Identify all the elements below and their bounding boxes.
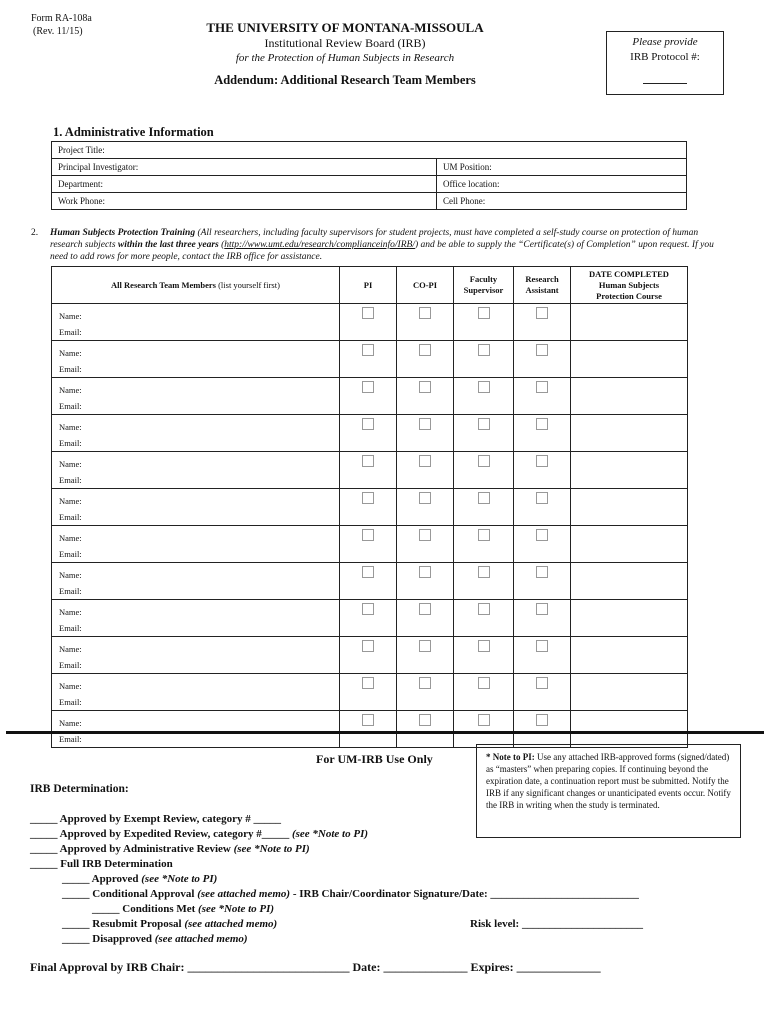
approved-line[interactable]: [62, 872, 217, 887]
checkbox-assistant[interactable]: [536, 492, 548, 504]
admin-review-line[interactable]: [30, 842, 310, 857]
table-row: [52, 415, 688, 452]
table-row: [52, 378, 688, 415]
conditions-met-text: _____ Conditions Met: [92, 903, 199, 915]
table-row: [52, 711, 688, 748]
section2-title: Human Subjects Protection Training: [50, 228, 196, 238]
checkbox-pi[interactable]: [362, 307, 374, 319]
role-cell-faculty: [454, 452, 514, 489]
checkbox-copi[interactable]: [419, 677, 431, 689]
role-cell-assistant: [514, 637, 571, 674]
role-cell-copi: [397, 378, 454, 415]
date-completed-cell[interactable]: [571, 341, 688, 378]
table-row: [52, 563, 688, 600]
member-name-email-cell[interactable]: [52, 674, 340, 711]
checkbox-copi[interactable]: [419, 640, 431, 652]
member-name-email-cell[interactable]: [52, 526, 340, 563]
role-cell-copi: [397, 415, 454, 452]
checkbox-copi[interactable]: [419, 566, 431, 578]
table-row: [52, 452, 688, 489]
name-label: Name:: [59, 607, 82, 617]
date-completed-cell[interactable]: [571, 304, 688, 341]
table-row: [52, 674, 688, 711]
name-label: Name:: [59, 570, 82, 580]
university-name: THE UNIVERSITY OF MONTANA-MISSOULA: [206, 20, 484, 35]
protocol-box-line1: Please provide: [632, 36, 698, 48]
checkbox-copi[interactable]: [419, 381, 431, 393]
role-cell-copi: [397, 452, 454, 489]
name-label: Name:: [59, 311, 82, 321]
col-header-faculty: [454, 267, 514, 304]
role-cell-assistant: [514, 378, 571, 415]
name-label: Name:: [59, 718, 82, 728]
role-cell-faculty: [454, 378, 514, 415]
admin-review-note: (see *Note to PI): [233, 843, 310, 855]
risk-level-field[interactable]: Risk level: ______________________: [470, 918, 643, 930]
member-name-email-cell[interactable]: [52, 452, 340, 489]
full-irb-line[interactable]: _____ Full IRB Determination: [30, 858, 173, 870]
role-cell-faculty: [454, 674, 514, 711]
date-completed-cell[interactable]: [571, 489, 688, 526]
col-faculty-l2: Supervisor: [463, 285, 504, 295]
member-name-email-cell[interactable]: [52, 415, 340, 452]
table-row: [52, 526, 688, 563]
role-cell-assistant: [514, 526, 571, 563]
checkbox-faculty[interactable]: [478, 529, 490, 541]
role-cell-copi: [397, 637, 454, 674]
email-label: Email:: [59, 475, 82, 485]
section2-emphasis: within the last three years: [117, 240, 219, 250]
role-cell-faculty: [454, 304, 514, 341]
checkbox-pi[interactable]: [362, 381, 374, 393]
resubmit-note: (see attached memo): [184, 918, 278, 930]
section2-instructions: [31, 227, 721, 263]
table-row: [52, 341, 688, 378]
name-label: Name:: [59, 459, 82, 469]
checkbox-assistant[interactable]: [536, 344, 548, 356]
checkbox-assistant[interactable]: [536, 529, 548, 541]
role-cell-assistant: [514, 341, 571, 378]
checkbox-faculty[interactable]: [478, 418, 490, 430]
role-cell-assistant: [514, 489, 571, 526]
section1-title: 1. Administrative Information: [53, 125, 214, 139]
work-phone-field[interactable]: Work Phone:: [52, 193, 437, 210]
protocol-number-field[interactable]: [643, 83, 687, 84]
role-cell-pi: [340, 637, 397, 674]
section2-text: (All researchers, including faculty supervisors for student projects, must have completed a self-study course on protection of human research subjects: [50, 228, 699, 250]
table-row: [52, 637, 688, 674]
irb-use-title: For UM-IRB Use Only: [316, 752, 433, 766]
role-cell-faculty: [454, 489, 514, 526]
checkbox-assistant[interactable]: [536, 455, 548, 467]
name-label: Name:: [59, 348, 82, 358]
email-label: Email:: [59, 401, 82, 411]
checkbox-faculty[interactable]: [478, 492, 490, 504]
checkbox-assistant[interactable]: [536, 714, 548, 726]
checkbox-faculty[interactable]: [478, 344, 490, 356]
role-cell-faculty: [454, 637, 514, 674]
final-approval-line[interactable]: Final Approval by IRB Chair: ___________________________ Date: ______________ Expires: ______________: [30, 960, 601, 974]
role-cell-pi: [340, 304, 397, 341]
exempt-line[interactable]: _____ Approved by Exempt Review, category # _____: [30, 813, 281, 825]
name-label: Name:: [59, 422, 82, 432]
irb-name: Institutional Review Board (IRB): [264, 36, 426, 50]
conditional-signature: - IRB Chair/Coordinator Signature/Date: ___________________________: [290, 888, 639, 900]
date-completed-cell[interactable]: [571, 711, 688, 748]
role-cell-faculty: [454, 600, 514, 637]
col-date-l3: Protection Course: [596, 290, 662, 301]
conditional-note: (see attached memo): [197, 888, 291, 900]
role-cell-copi: [397, 563, 454, 600]
admin-review-text: _____ Approved by Administrative Review: [30, 843, 234, 855]
member-name-email-cell[interactable]: [52, 378, 340, 415]
name-label: Name:: [59, 644, 82, 654]
date-completed-cell[interactable]: [571, 563, 688, 600]
research-team-table: [51, 266, 688, 748]
checkbox-pi[interactable]: [362, 418, 374, 430]
checkbox-faculty[interactable]: [478, 566, 490, 578]
checkbox-pi[interactable]: [362, 529, 374, 541]
role-cell-assistant: [514, 674, 571, 711]
date-completed-cell[interactable]: [571, 378, 688, 415]
col-header-copi: CO-PI: [397, 267, 454, 304]
conditional-line[interactable]: [62, 887, 639, 902]
page-title: Addendum: Additional Research Team Members: [214, 73, 476, 87]
col-ra-l1: Research: [525, 274, 559, 284]
date-completed-cell[interactable]: [571, 674, 688, 711]
col-members-note: (list yourself first): [218, 279, 280, 290]
checkbox-faculty[interactable]: [478, 381, 490, 393]
member-name-email-cell[interactable]: [52, 637, 340, 674]
date-completed-cell[interactable]: [571, 415, 688, 452]
role-cell-faculty: [454, 415, 514, 452]
irb-determination-label: IRB Determination:: [30, 783, 129, 795]
conditions-met-note: (see *Note to PI): [198, 903, 275, 915]
role-cell-faculty: [454, 526, 514, 563]
resubmit-line[interactable]: [62, 917, 277, 932]
email-label: Email:: [59, 438, 82, 448]
col-members-label: All Research Team Members: [111, 279, 216, 290]
name-label: Name:: [59, 385, 82, 395]
table-row: [52, 304, 688, 341]
irb-link[interactable]: http://www.umt.edu/research/complianceinfo/IRB/: [224, 240, 415, 250]
um-position-field[interactable]: UM Position:: [437, 159, 687, 176]
col-header-assistant: [514, 267, 571, 304]
name-label: Name:: [59, 533, 82, 543]
table-row: [52, 600, 688, 637]
checkbox-assistant[interactable]: [536, 566, 548, 578]
project-title-field[interactable]: Project Title:: [52, 142, 687, 159]
role-cell-copi: [397, 489, 454, 526]
role-cell-pi: [340, 415, 397, 452]
role-cell-copi: [397, 526, 454, 563]
cell-phone-field[interactable]: Cell Phone:: [437, 193, 687, 210]
disapproved-note: (see attached memo): [154, 933, 248, 945]
disapproved-line[interactable]: [62, 932, 248, 947]
role-cell-pi: [340, 600, 397, 637]
role-cell-pi: [340, 341, 397, 378]
resubmit-text: _____ Resubmit Proposal: [62, 918, 185, 930]
member-name-email-cell[interactable]: [52, 304, 340, 341]
checkbox-copi[interactable]: [419, 307, 431, 319]
email-label: Email:: [59, 623, 82, 633]
protocol-box-line2: IRB Protocol #:: [630, 51, 700, 63]
department-field[interactable]: Department:: [52, 176, 437, 193]
date-completed-cell[interactable]: [571, 637, 688, 674]
form-id: [31, 12, 92, 38]
checkbox-copi[interactable]: [419, 714, 431, 726]
role-cell-copi: [397, 600, 454, 637]
role-cell-copi: [397, 341, 454, 378]
expedited-line[interactable]: [30, 827, 368, 842]
checkbox-assistant[interactable]: [536, 381, 548, 393]
member-name-email-cell[interactable]: [52, 489, 340, 526]
email-label: Email:: [59, 327, 82, 337]
approved-text: _____ Approved: [62, 873, 142, 885]
section-divider: [6, 731, 764, 734]
checkbox-pi[interactable]: [362, 714, 374, 726]
checkbox-assistant[interactable]: [536, 307, 548, 319]
col-header-members: [52, 267, 340, 304]
role-cell-pi: [340, 563, 397, 600]
role-cell-pi: [340, 711, 397, 748]
role-cell-copi: [397, 674, 454, 711]
role-cell-assistant: [514, 563, 571, 600]
disapproved-text: _____ Disapproved: [62, 933, 155, 945]
email-label: Email:: [59, 586, 82, 596]
member-name-email-cell[interactable]: [52, 341, 340, 378]
col-header-pi: PI: [340, 267, 397, 304]
conditions-met-line[interactable]: [92, 902, 274, 917]
protocol-number-box: [606, 31, 724, 95]
expedited-text: _____ Approved by Expedited Review, category #_____: [30, 828, 292, 840]
pi-field[interactable]: Principal Investigator:: [52, 159, 437, 176]
role-cell-faculty: [454, 341, 514, 378]
name-label: Name:: [59, 496, 82, 506]
col-date-l2: Human Subjects: [598, 279, 660, 290]
checkbox-copi[interactable]: [419, 603, 431, 615]
admin-info-table: [51, 141, 687, 210]
date-completed-cell[interactable]: [571, 526, 688, 563]
section2-number: 2.: [31, 228, 39, 238]
form-revision: (Rev. 11/15): [33, 26, 83, 37]
member-name-email-cell[interactable]: [52, 600, 340, 637]
checkbox-copi[interactable]: [419, 418, 431, 430]
checkbox-faculty[interactable]: [478, 640, 490, 652]
role-cell-assistant: [514, 304, 571, 341]
col-ra-l2: Assistant: [525, 285, 559, 295]
date-completed-cell[interactable]: [571, 452, 688, 489]
checkbox-pi[interactable]: [362, 492, 374, 504]
role-cell-pi: [340, 674, 397, 711]
form-number: Form RA-108a: [31, 13, 92, 24]
note-text: Use any attached IRB-approved forms (signed/dated) as “masters” when preparing copies. If continuing beyond the expiration date, a continuation report must be submitted. Notify the IRB if any significant changes or unanticipated events occur. Notify the IRB in writing when the study is terminated.: [486, 752, 731, 810]
checkbox-faculty[interactable]: [478, 677, 490, 689]
col-header-date: [571, 267, 688, 304]
checkbox-pi[interactable]: [362, 344, 374, 356]
member-name-email-cell[interactable]: [52, 711, 340, 748]
role-cell-copi: [397, 711, 454, 748]
irb-subtitle: for the Protection of Human Subjects in Research: [235, 52, 455, 64]
note-title: * Note to PI:: [486, 752, 535, 762]
checkbox-pi[interactable]: [362, 603, 374, 615]
checkbox-pi[interactable]: [362, 566, 374, 578]
role-cell-assistant: [514, 711, 571, 748]
email-label: Email:: [59, 660, 82, 670]
email-label: Email:: [59, 549, 82, 559]
role-cell-faculty: [454, 563, 514, 600]
role-cell-assistant: [514, 600, 571, 637]
checkbox-pi[interactable]: [362, 640, 374, 652]
checkbox-copi[interactable]: [419, 529, 431, 541]
role-cell-assistant: [514, 452, 571, 489]
section2-text-paren: (: [218, 240, 225, 250]
member-name-email-cell[interactable]: [52, 563, 340, 600]
checkbox-assistant[interactable]: [536, 640, 548, 652]
col-faculty-l1: Faculty: [469, 274, 498, 284]
email-label: Email:: [59, 734, 82, 744]
section2-text-end: ) and be able to supply the “Certificate(s) of Completion” upon request. If you need to add rows for more people, contact the IRB office for assistance.: [50, 240, 714, 262]
checkbox-copi[interactable]: [419, 344, 431, 356]
email-label: Email:: [59, 512, 82, 522]
role-cell-pi: [340, 489, 397, 526]
note-to-pi-box: [476, 744, 741, 838]
checkbox-faculty[interactable]: [478, 307, 490, 319]
checkbox-pi[interactable]: [362, 455, 374, 467]
expedited-note: (see *Note to PI): [291, 828, 369, 840]
checkbox-faculty[interactable]: [478, 455, 490, 467]
role-cell-pi: [340, 526, 397, 563]
checkbox-faculty[interactable]: [478, 714, 490, 726]
checkbox-faculty[interactable]: [478, 603, 490, 615]
checkbox-pi[interactable]: [362, 677, 374, 689]
date-completed-cell[interactable]: [571, 600, 688, 637]
approved-note: (see *Note to PI): [141, 873, 218, 885]
role-cell-pi: [340, 452, 397, 489]
email-label: Email:: [59, 697, 82, 707]
email-label: Email:: [59, 364, 82, 374]
checkbox-assistant[interactable]: [536, 677, 548, 689]
checkbox-assistant[interactable]: [536, 603, 548, 615]
conditional-text: _____ Conditional Approval: [62, 888, 198, 900]
office-location-field[interactable]: Office location:: [437, 176, 687, 193]
role-cell-faculty: [454, 711, 514, 748]
role-cell-pi: [340, 378, 397, 415]
table-row: [52, 489, 688, 526]
role-cell-assistant: [514, 415, 571, 452]
role-cell-copi: [397, 304, 454, 341]
checkbox-copi[interactable]: [419, 455, 431, 467]
checkbox-copi[interactable]: [419, 492, 431, 504]
page-header: [150, 20, 540, 88]
name-label: Name:: [59, 681, 82, 691]
checkbox-assistant[interactable]: [536, 418, 548, 430]
team-rows: [52, 304, 688, 748]
col-date-l1: DATE COMPLETED: [589, 268, 669, 279]
